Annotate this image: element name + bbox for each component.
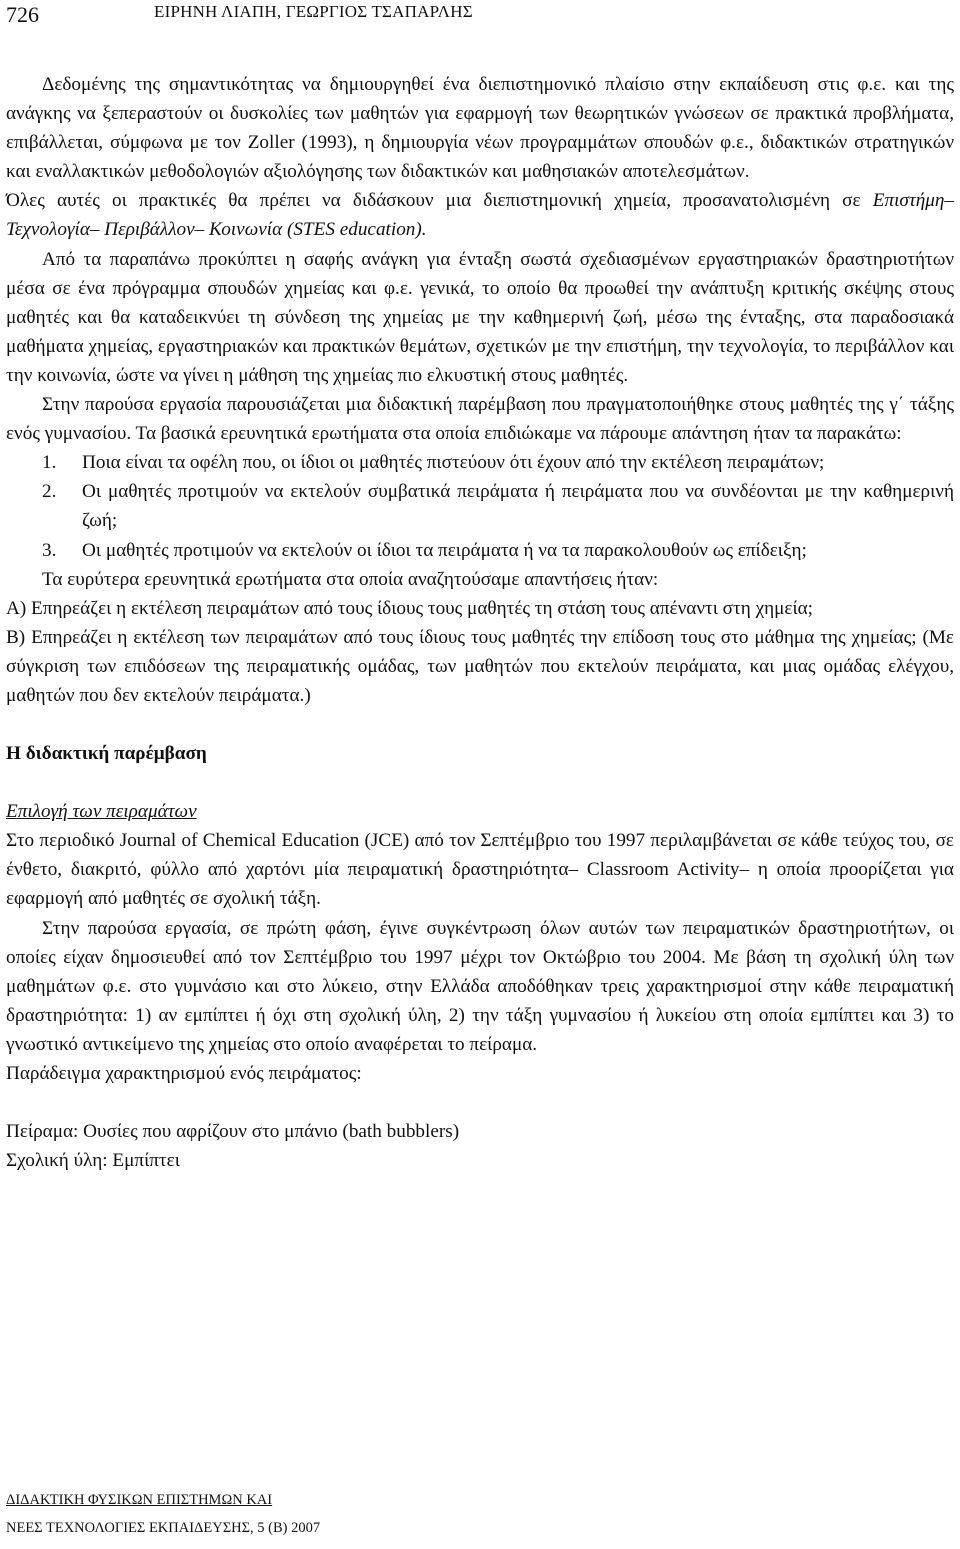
paragraph: Δεδομένης της σημαντικότητας να δημιουργηθεί ένα διεπιστημονικό πλαίσιο στην εκπαίδευση στις φ.ε. και της ανάγκης να ξεπεραστούν οι δυσκολίες των μαθητών για εφαρμογή των θεωρητικών γνώσεων σε πρακτικά προβλήματα, επιβάλλεται, σύμφωνα με τον Zoller (1993), η δημιουργία νέων προγραμμάτων σπουδών φ.ε., διδακτικών στρατηγικών και εναλλακτικών μεθοδολογιών αξιολόγησης των διδακτικών και μαθησιακών αποτελεσμάτων. [6,74,954,183]
list-text: Οι μαθητές προτιμούν να εκτελούν οι ίδιοι τα πειράματα ή να τα παρακολουθούν ως επίδειξη; [82,539,807,561]
subsection-heading: Επιλογή των πειραμάτων [6,801,197,823]
list-number: 3. [42,539,57,561]
paragraph: Στην παρούσα εργασία παρουσιάζεται μια διδακτική παρέμβαση που πραγματοποιήθηκε στους μαθητές της γ΄ τάξης ενός γυμνασίου. Τα βασικά ερευνητικά ερωτήματα στα οποία επιδιώκαμε να πάρουμε απάντηση ήταν τα παρακάτω: [6,394,954,445]
page-number: 726 [6,2,39,27]
list-text: Ποια είναι τα οφέλη που, οι ίδιοι οι μαθητές πιστεύουν ότι έχουν από την εκτέλεση πειραμάτων; [82,452,825,474]
list-item [6,536,954,565]
list-text: Οι μαθητές προτιμούν να εκτελούν συμβατικά πειράματα ή πειράματα που να συνδέονται με την καθημερινή ζωή; [82,481,954,532]
list-item [6,448,954,477]
page-header [6,0,956,40]
paragraph: Πείραμα: Ουσίες που αφρίζουν στο μπάνιο (bath bubblers) [6,1121,460,1143]
paragraph: Τα ευρύτερα ερευνητικά ερωτήματα στα οποία αναζητούσαμε απαντήσεις ήταν: [42,568,659,590]
paragraph: Παράδειγμα χαρακτηρισμού ενός πειράματος: [6,1063,362,1084]
list-item [6,477,954,535]
list-number: 2. [42,481,57,503]
footer-journal-line1: ΔΙΔΑΚΤΙΚΗ ΦΥΣΙΚΩΝ ΕΠΙΣΤΗΜΩΝ ΚΑΙ [6,1492,273,1508]
footer-journal-line2: ΝΕΕΣ ΤΕΧΝΟΛΟΓΙΕΣ ΕΚΠΑΙΔΕΥΣΗΣ, 5 (Β) 2007 [6,1520,321,1536]
paragraph: Στο περιοδικό Journal of Chemical Education (JCE) από τον Σεπτέμβριο του 1997 περιλαμβάνεται σε κάθε τεύχος του, σε ένθετο, διακριτό, φύλλο από χαρτόνι μία πειραματική δραστηριότητα– Classroom Activity– η οποία προορίζεται για εφαρμογή από μαθητές σε σχολική τάξη. [6,830,954,910]
article-body [6,70,954,1175]
paragraph-text: Όλες αυτές οι πρακτικές θα πρέπει να διδάσκουν μια διεπιστημονική χημεία, προσανατολισμένη σε [6,190,873,212]
paragraph: Α) Επηρεάζει η εκτέλεση πειραμάτων από τους ίδιους τους μαθητές τη στάση τους απέναντι στη χημεία; [6,597,814,619]
page-footer [6,1486,320,1542]
paragraph: Β) Επηρεάζει η εκτέλεση των πειραμάτων από τους ίδιους τους μαθητές την επίδοση τους στο μάθημα της χημείας; (Με σύγκριση των επιδόσεων της πειραματικής ομάδας, των μαθητών που εκτελούν πειράματα, και μιας ομάδας ελέγχου, μαθητών που δεν εκτελούν πειράματα.) [6,626,954,706]
spacer [6,1088,954,1117]
paragraph: Σχολική ύλη: Εμπίπτει [6,1150,180,1172]
paragraph [6,186,954,244]
running-head: ΕΙΡΗΝΗ ΛΙΑΠΗ, ΓΕΩΡΓΙΟΣ ΤΣΑΠΑΡΛΗΣ [154,2,473,21]
research-questions-list [6,448,954,564]
section-heading: Η διδακτική παρέμβαση [6,743,207,765]
paragraph: Στην παρούσα εργασία, σε πρώτη φάση, έγινε συγκέντρωση όλων αυτών των πειραματικών δραστηριοτήτων, οι οποίες είχαν δημοσιευθεί από τον Σεπτέμβριο του 1997 μέχρι τον Οκτώβριο του 2004. Με βάση τη σχολική ύλη των μαθημάτων φ.ε. στο γυμνάσιο και στο λύκειο, στην Ελλάδα αποδόθηκαν τρεις χαρακτηρισμοί στην κάθε πειραματική δραστηριότητα: 1) αν εμπίπτει ή όχι στη σχολική ύλη, 2) την τάξη γυμνασίου ή λυκείου στη οποία εμπίπτει και 3) το γνωστικό αντικείμενο της χημείας στο οποίο αναφέρεται το πείραμα. [6,917,954,1055]
stes-term: Επιστήμη– Τεχνολογία– Περιβάλλον– Κοινωνία (STES education). [6,190,954,241]
paragraph: Από τα παραπάνω προκύπτει η σαφής ανάγκη για ένταξη σωστά σχεδιασμένων εργαστηριακών δραστηριοτήτων μέσα σε ένα πρόγραμμα σπουδών χημείας και φ.ε. γενικά, το οποίο θα προωθεί την ανάπτυξη κριτικής σκέψης στους μαθητές και θα καταδεικνύει τη σύνδεση της χημείας με την καθημερινή ζωή, μέσω της ένταξης, στα παραδοσιακά μαθήματα χημείας, εργαστηριακών και πρακτικών θεμάτων, σχετικών με την επιστήμη, την τεχνολογία, το περιβάλλον και την κοινωνία, ώστε να γίνει η μάθηση της χημείας πιο ελκυστική στους μαθητές. [6,248,954,386]
list-number: 1. [42,452,57,474]
